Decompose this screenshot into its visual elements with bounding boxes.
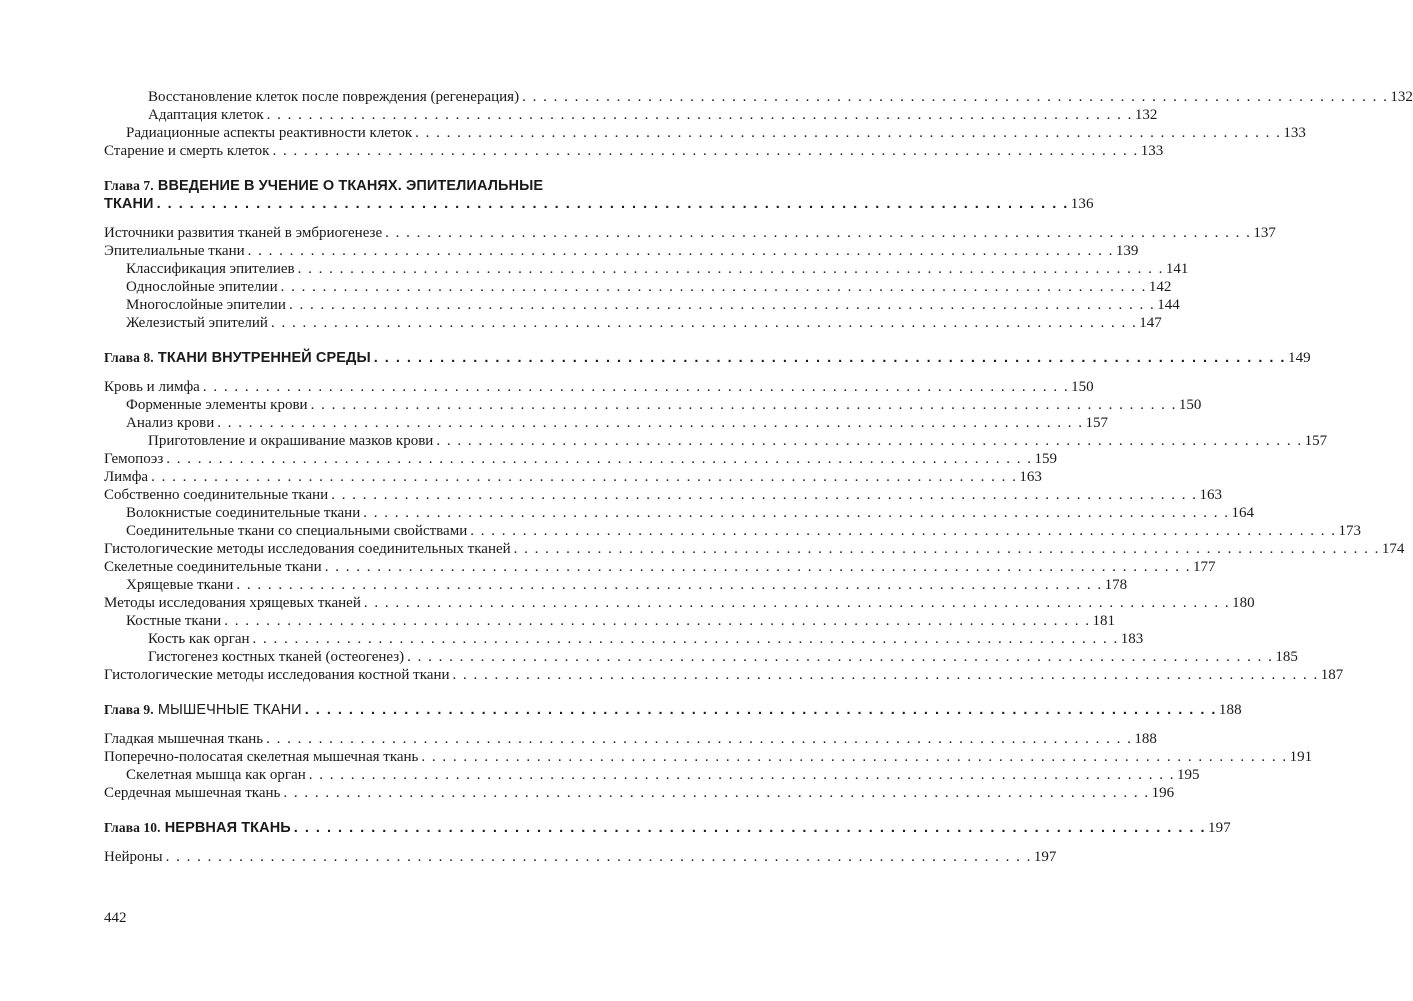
page-number: 442 [104, 910, 127, 926]
toc-entry[interactable] [104, 594, 1255, 612]
chapter-7-heading-line1[interactable] [104, 177, 640, 195]
dot-leader: . . . . . . . . . . . . . . . . . . . . . . . . . . . . . . . . . . . . . . . . . . . . . . . . . . . . . . . . . . . . . . . . . . . . . . . . . . . . . . . . . . . [247, 243, 1114, 259]
chapter-10-title: НЕРВНАЯ ТКАНЬ [164, 820, 291, 836]
toc-entry-page: 180 [1232, 595, 1255, 611]
toc-entry-page: 173 [1338, 523, 1361, 539]
chapter-10-prefix: Глава 10. [104, 820, 161, 835]
toc-entry-page: 177 [1192, 559, 1216, 575]
toc-entry-title: Восстановление клеток после повреждения (регенерация) [148, 89, 520, 105]
toc-entry-title: Кровь и лимфа [104, 379, 200, 395]
toc-entry-page: 142 [1148, 279, 1172, 295]
dot-leader: . . . . . . . . . . . . . . . . . . . . . . . . . . . . . . . . . . . . . . . . . . . . . . . . . . . . . . . . . . . . . . . . . . . . . . . . . . . . . . . . . . . [363, 595, 1231, 611]
toc-entry-title: Гистогенез костных тканей (остеогенез) [148, 649, 405, 665]
toc-entry-title: Кость как орган [148, 631, 250, 647]
toc-section-chapter-8 [104, 378, 1405, 684]
toc-entry-title: Классификация эпителиев [126, 261, 295, 277]
toc-entry[interactable] [104, 630, 1144, 648]
dot-leader: . . . . . . . . . . . . . . . . . . . . . . . . . . . . . . . . . . . . . . . . . . . . . . . . . . . . . . . . . . . . . . . . . . . . . . . . . . . . . . . . . . . [156, 196, 1069, 212]
toc-entry[interactable] [104, 296, 1180, 314]
toc-entry[interactable] [104, 540, 1405, 558]
toc-entry-page: 137 [1253, 225, 1276, 241]
toc-section-chapter-9 [104, 730, 1313, 802]
chapter-7-heading-line2[interactable] [104, 195, 1094, 213]
dot-leader: . . . . . . . . . . . . . . . . . . . . . . . . . . . . . . . . . . . . . . . . . . . . . . . . . . . . . . . . . . . . . . . . . . . . . . . . . . . . . . . . . . . [165, 849, 1032, 865]
chapter-8-title: ТКАНИ ВНУТРЕННЕЙ СРЕДЫ [157, 350, 371, 366]
dot-leader: . . . . . . . . . . . . . . . . . . . . . . . . . . . . . . . . . . . . . . . . . . . . . . . . . . . . . . . . . . . . . . . . . . . . . . . . . . . . . . . . . . . [324, 559, 1191, 575]
toc-entry-title: Многослойные эпителии [126, 297, 286, 313]
toc-entry-page: 163 [1019, 469, 1042, 485]
toc-entry-title: Собственно соединительные ткани [104, 487, 329, 503]
chapter-9-page: 188 [1218, 702, 1242, 718]
dot-leader: . . . . . . . . . . . . . . . . . . . . . . . . . . . . . . . . . . . . . . . . . . . . . . . . . . . . . . . . . . . . . . . . . . . . . . . . . . . . . . . . . . . [272, 143, 1139, 159]
toc-entry[interactable] [104, 314, 1162, 332]
chapter-10-page: 197 [1208, 820, 1231, 836]
toc-entry-page: 195 [1177, 767, 1200, 783]
chapter-8-page: 149 [1287, 350, 1311, 366]
toc-entry-page: 132 [1390, 89, 1413, 105]
toc-entry-title: Адаптация клеток [148, 107, 264, 123]
toc-entry-title: Хрящевые ткани [126, 577, 234, 593]
chapter-10-heading[interactable] [104, 819, 1231, 837]
dot-leader: . . . . . . . . . . . . . . . . . . . . . . . . . . . . . . . . . . . . . . . . . . . . . . . . . . . . . . . . . . . . . . . . . . . . . . . . . . . . . . . . . . . [252, 631, 1119, 647]
toc-entry-page: 150 [1071, 379, 1094, 395]
toc-entry-page: 178 [1104, 577, 1128, 593]
toc-entry[interactable] [104, 766, 1200, 784]
table-of-contents [104, 88, 1413, 866]
dot-leader: . . . . . . . . . . . . . . . . . . . . . . . . . . . . . . . . . . . . . . . . . . . . . . . . . . . . . . . . . . . . . . . . . . . . . . . . . . . . . . . . . . . [297, 261, 1164, 277]
toc-entry-page: 183 [1120, 631, 1144, 647]
dot-leader: . . . . . . . . . . . . . . . . . . . . . . . . . . . . . . . . . . . . . . . . . . . . . . . . . . . . . . . . . . . . . . . . . . . . . . . . . . . . . . . . . . . [308, 767, 1176, 783]
dot-leader: . . . . . . . . . . . . . . . . . . . . . . . . . . . . . . . . . . . . . . . . . . . . . . . . . . . . . . . . . . . . . . . . . . . . . . . . . . . . . . . . . . . [166, 451, 1033, 467]
dot-leader: . . . . . . . . . . . . . . . . . . . . . . . . . . . . . . . . . . . . . . . . . . . . . . . . . . . . . . . . . . . . . . . . . . . . . . . . . . . . . . . . . . . [407, 649, 1274, 665]
toc-entry-page: 174 [1381, 541, 1405, 557]
toc-entry[interactable] [104, 414, 1108, 432]
toc-entry-title: Эпителиальные ткани [104, 243, 245, 259]
toc-entry[interactable] [104, 432, 1328, 450]
toc-entry[interactable] [104, 576, 1128, 594]
toc-entry-title: Старение и смерть клеток [104, 143, 270, 159]
dot-leader: . . . . . . . . . . . . . . . . . . . . . . . . . . . . . . . . . . . . . . . . . . . . . . . . . . . . . . . . . . . . . . . . . . . . . . . . . . . . . . . . . . . [310, 397, 1177, 413]
toc-entry-title: Гистологические методы исследования костной ткани [104, 667, 450, 683]
toc-entry-title: Лимфа [104, 469, 149, 485]
toc-entry-title: Скелетные соединительные ткани [104, 559, 322, 575]
toc-entry-page: 139 [1115, 243, 1139, 259]
toc-entry-title: Железистый эпителий [126, 315, 268, 331]
toc-section-chapter-10 [104, 848, 1057, 866]
toc-entry-page: 164 [1231, 505, 1254, 521]
dot-leader: . . . . . . . . . . . . . . . . . . . . . . . . . . . . . . . . . . . . . . . . . . . . . . . . . . . . . . . . . . . . . . . . . . . . . . . . . . . . . . . . . . . [373, 350, 1286, 366]
toc-entry-title: Нейроны [104, 849, 163, 865]
toc-entry-page: 157 [1085, 415, 1108, 431]
toc-entry[interactable] [104, 504, 1254, 522]
toc-entry-title: Источники развития тканей в эмбриогенезе [104, 225, 383, 241]
toc-entry-title: Соединительные ткани со специальными свойствами [126, 523, 468, 539]
toc-entry[interactable] [104, 378, 1094, 396]
chapter-8-heading[interactable] [104, 349, 1311, 367]
toc-entry-title: Гладкая мышечная ткань [104, 731, 264, 747]
toc-entry-page: 187 [1320, 667, 1344, 683]
toc-section-cell-reactivity [104, 88, 1413, 160]
dot-leader: . . . . . . . . . . . . . . . . . . . . . . . . . . . . . . . . . . . . . . . . . . . . . . . . . . . . . . . . . . . . . . . . . . . . . . . . . . . . . . . . . . . [280, 279, 1147, 295]
toc-entry-title: Гистологические методы исследования соединительных тканей [104, 541, 511, 557]
toc-entry[interactable] [104, 450, 1058, 468]
dot-leader: . . . . . . . . . . . . . . . . . . . . . . . . . . . . . . . . . . . . . . . . . . . . . . . . . . . . . . . . . . . . . . . . . . . . . . . . . . . . . . . . . . . [266, 107, 1133, 123]
dot-leader: . . . . . . . . . . . . . . . . . . . . . . . . . . . . . . . . . . . . . . . . . . . . . . . . . . . . . . . . . . . . . . . . . . . . . . . . . . . . . . . . . . . [270, 315, 1138, 331]
toc-entry[interactable] [104, 260, 1189, 278]
toc-entry-page: 144 [1157, 297, 1180, 313]
dot-leader: . . . . . . . . . . . . . . . . . . . . . . . . . . . . . . . . . . . . . . . . . . . . . . . . . . . . . . . . . . . . . . . . . . . . . . . . . . . . . . . . . . . [217, 415, 1084, 431]
toc-entry-page: 185 [1275, 649, 1298, 665]
toc-entry[interactable] [104, 666, 1344, 684]
toc-entry[interactable] [104, 142, 1164, 160]
toc-entry-title: Скелетная мышца как орган [126, 767, 306, 783]
dot-leader: . . . . . . . . . . . . . . . . . . . . . . . . . . . . . . . . . . . . . . . . . . . . . . . . . . . . . . . . . . . . . . . . . . . . . . . . . . . . . . . . . . . [522, 89, 1389, 105]
toc-entry[interactable] [104, 558, 1216, 576]
dot-leader: . . . . . . . . . . . . . . . . . . . . . . . . . . . . . . . . . . . . . . . . . . . . . . . . . . . . . . . . . . . . . . . . . . . . . . . . . . . . . . . . . . . [470, 523, 1337, 539]
dot-leader: . . . . . . . . . . . . . . . . . . . . . . . . . . . . . . . . . . . . . . . . . . . . . . . . . . . . . . . . . . . . . . . . . . . . . . . . . . . . . . . . . . . [224, 613, 1091, 629]
chapter-9-prefix: Глава 9. [104, 702, 154, 717]
toc-entry-page: 133 [1140, 143, 1164, 159]
toc-entry-page: 163 [1199, 487, 1222, 503]
chapter-7-title-line1: ВВЕДЕНИЕ В УЧЕНИЕ О ТКАНЯХ. ЭПИТЕЛИАЛЬНЫЕ [157, 178, 544, 194]
dot-leader: . . . . . . . . . . . . . . . . . . . . . . . . . . . . . . . . . . . . . . . . . . . . . . . . . . . . . . . . . . . . . . . . . . . . . . . . . . . . . . . . . . . [331, 487, 1198, 503]
toc-entry-title: Радиационные аспекты реактивности клеток [126, 125, 413, 141]
toc-entry[interactable] [104, 242, 1139, 260]
dot-leader: . . . . . . . . . . . . . . . . . . . . . . . . . . . . . . . . . . . . . . . . . . . . . . . . . . . . . . . . . . . . . . . . . . . . . . . . . . . . . . . . . . . [293, 820, 1207, 836]
chapter-9-title: МЫШЕЧНЫЕ ТКАНИ [157, 702, 302, 718]
toc-entry-page: 181 [1092, 613, 1115, 629]
toc-entry[interactable] [104, 124, 1306, 142]
toc-entry-page: 147 [1139, 315, 1162, 331]
toc-entry[interactable] [104, 106, 1158, 124]
toc-entry-page: 141 [1165, 261, 1189, 277]
toc-entry-title: Анализ крови [126, 415, 215, 431]
toc-entry[interactable] [104, 848, 1057, 866]
chapter-9-heading[interactable] [104, 701, 1242, 719]
toc-entry-title: Сердечная мышечная ткань [104, 785, 281, 801]
dot-leader: . . . . . . . . . . . . . . . . . . . . . . . . . . . . . . . . . . . . . . . . . . . . . . . . . . . . . . . . . . . . . . . . . . . . . . . . . . . . . . . . . . . [151, 469, 1018, 485]
chapter-7-page: 136 [1070, 196, 1094, 212]
toc-entry[interactable] [104, 748, 1313, 766]
toc-entry[interactable] [104, 522, 1361, 540]
toc-entry-title: Приготовление и окрашивание мазков крови [148, 433, 434, 449]
toc-entry-title: Гемопоэз [104, 451, 164, 467]
toc-entry[interactable] [104, 278, 1172, 296]
chapter-8-prefix: Глава 8. [104, 350, 154, 365]
dot-leader: . . . . . . . . . . . . . . . . . . . . . . . . . . . . . . . . . . . . . . . . . . . . . . . . . . . . . . . . . . . . . . . . . . . . . . . . . . . . . . . . . . . [288, 297, 1156, 313]
toc-entry-page: 157 [1304, 433, 1328, 449]
toc-entry-page: 150 [1178, 397, 1202, 413]
dot-leader: . . . . . . . . . . . . . . . . . . . . . . . . . . . . . . . . . . . . . . . . . . . . . . . . . . . . . . . . . . . . . . . . . . . . . . . . . . . . . . . . . . . [202, 379, 1070, 395]
dot-leader: . . . . . . . . . . . . . . . . . . . . . . . . . . . . . . . . . . . . . . . . . . . . . . . . . . . . . . . . . . . . . . . . . . . . . . . . . . . . . . . . . . . [385, 225, 1252, 241]
toc-entry-page: 196 [1151, 785, 1175, 801]
toc-entry-page: 188 [1134, 731, 1157, 747]
dot-leader: . . . . . . . . . . . . . . . . . . . . . . . . . . . . . . . . . . . . . . . . . . . . . . . . . . . . . . . . . . . . . . . . . . . . . . . . . . . . . . . . . . . [415, 125, 1282, 141]
toc-entry-title: Волокнистые соединительные ткани [126, 505, 361, 521]
dot-leader: . . . . . . . . . . . . . . . . . . . . . . . . . . . . . . . . . . . . . . . . . . . . . . . . . . . . . . . . . . . . . . . . . . . . . . . . . . . . . . . . . . . [236, 577, 1103, 593]
toc-entry-title: Форменные элементы крови [126, 397, 308, 413]
toc-entry-page: 197 [1033, 849, 1057, 865]
toc-entry[interactable] [104, 396, 1202, 414]
toc-entry[interactable] [104, 730, 1157, 748]
toc-entry[interactable] [104, 648, 1298, 666]
dot-leader: . . . . . . . . . . . . . . . . . . . . . . . . . . . . . . . . . . . . . . . . . . . . . . . . . . . . . . . . . . . . . . . . . . . . . . . . . . . . . . . . . . . [283, 785, 1150, 801]
toc-entry-page: 133 [1283, 125, 1306, 141]
toc-entry-title: Костные ткани [126, 613, 222, 629]
toc-entry-title: Поперечно-полосатая скелетная мышечная ткань [104, 749, 419, 765]
toc-entry-title: Методы исследования хрящевых тканей [104, 595, 361, 611]
toc-entry-page: 132 [1134, 107, 1158, 123]
toc-entry-title: Однослойные эпителии [126, 279, 278, 295]
toc-entry[interactable] [104, 486, 1222, 504]
dot-leader: . . . . . . . . . . . . . . . . . . . . . . . . . . . . . . . . . . . . . . . . . . . . . . . . . . . . . . . . . . . . . . . . . . . . . . . . . . . . . . . . . . . [436, 433, 1303, 449]
dot-leader: . . . . . . . . . . . . . . . . . . . . . . . . . . . . . . . . . . . . . . . . . . . . . . . . . . . . . . . . . . . . . . . . . . . . . . . . . . . . . . . . . . . [513, 541, 1380, 557]
chapter-7-title-line2: ТКАНИ [104, 196, 154, 212]
toc-entry[interactable] [104, 784, 1175, 802]
dot-leader: . . . . . . . . . . . . . . . . . . . . . . . . . . . . . . . . . . . . . . . . . . . . . . . . . . . . . . . . . . . . . . . . . . . . . . . . . . . . . . . . . . . [421, 749, 1288, 765]
toc-entry[interactable] [104, 88, 1413, 106]
dot-leader: . . . . . . . . . . . . . . . . . . . . . . . . . . . . . . . . . . . . . . . . . . . . . . . . . . . . . . . . . . . . . . . . . . . . . . . . . . . . . . . . . . . [266, 731, 1133, 747]
dot-leader: . . . . . . . . . . . . . . . . . . . . . . . . . . . . . . . . . . . . . . . . . . . . . . . . . . . . . . . . . . . . . . . . . . . . . . . . . . . . . . . . . . . [304, 702, 1217, 718]
toc-entry-page: 159 [1034, 451, 1058, 467]
chapter-7-prefix: Глава 7. [104, 178, 154, 193]
toc-entry[interactable] [104, 224, 1276, 242]
toc-section-chapter-7 [104, 224, 1276, 332]
toc-entry[interactable] [104, 468, 1042, 486]
toc-entry[interactable] [104, 612, 1115, 630]
dot-leader: . . . . . . . . . . . . . . . . . . . . . . . . . . . . . . . . . . . . . . . . . . . . . . . . . . . . . . . . . . . . . . . . . . . . . . . . . . . . . . . . . . . [363, 505, 1230, 521]
toc-entry-page: 191 [1289, 749, 1313, 765]
dot-leader: . . . . . . . . . . . . . . . . . . . . . . . . . . . . . . . . . . . . . . . . . . . . . . . . . . . . . . . . . . . . . . . . . . . . . . . . . . . . . . . . . . . [452, 667, 1319, 683]
